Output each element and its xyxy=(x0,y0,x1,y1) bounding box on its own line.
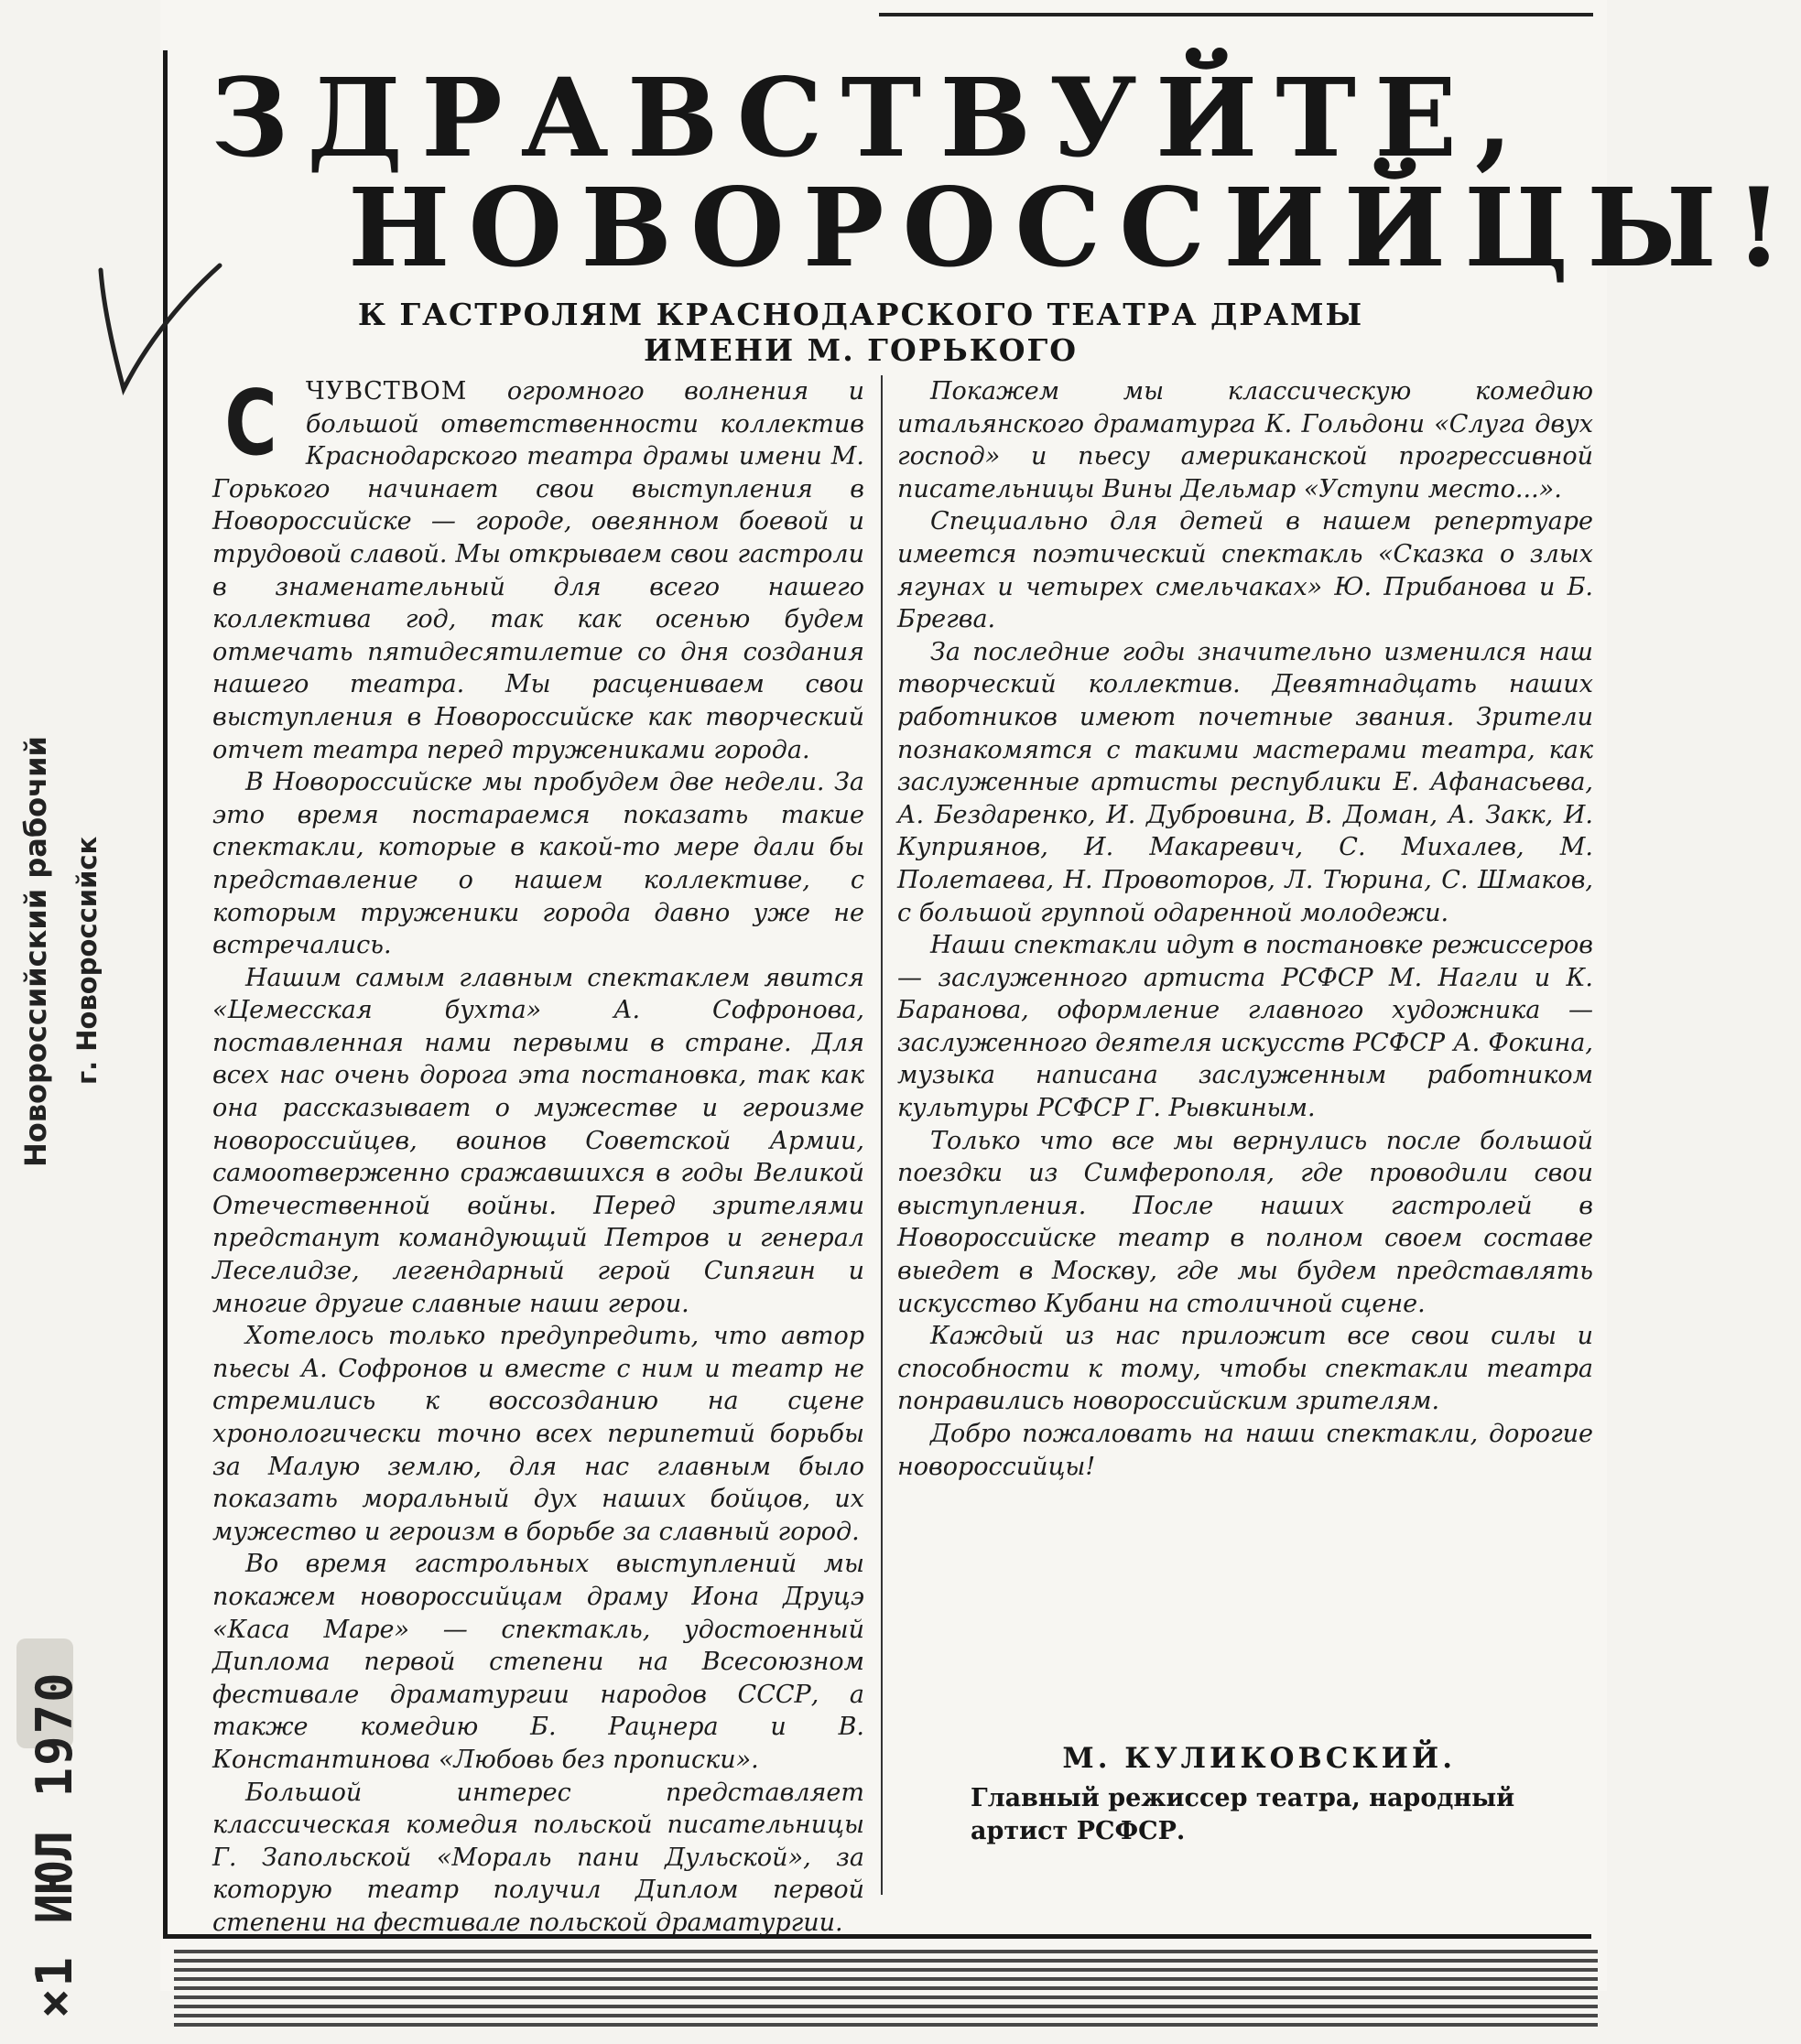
author-name: М. КУЛИКОВСКИЙ. xyxy=(1062,1742,1456,1775)
article-column-right xyxy=(897,375,1593,1483)
article-paragraph: За последние годы значительно изменился наш творческий коллектив. Девятнадцать наших работников имеют почетные звания. Зрители познакомятся с такими мастерами театра, как заслуженные артисты республики Е. Афанасьева, А. Бездаренко, И. Дубровина, В. Доман, А. Закк, И. Куприянов, И. Макаревич, С. Михалев, М. Полетаева, Н. Провоторов, Л. Тюрина, С. Шмаков, с большой группой одаренной молодежи. xyxy=(897,637,1593,927)
lead-text: огромного волнения и большой ответственности коллектив Краснодарского театра драмы имени М. Горького начинает свои выступления в Новороссийске — городе, овеянном боевой и трудовой славой. Мы открываем свои гастроли в знаменательный для всего нашего коллектива год, так как осенью будем отмечать пятидесятилетие со дня создания нашего театра. Мы расцениваем свои выступления в Новороссийске как творческий отчет театра перед тружениками города. xyxy=(212,377,864,764)
drop-cap: С xyxy=(224,372,277,476)
newspaper-name: Новороссийский рабочий xyxy=(18,736,53,1167)
article-paragraph: Нашим самым главным спектаклем явится «Цемесская бухта» А. Софронова, поставленная нами первыми в стране. Для всех нас очень дорога эта постановка, так как она рассказывает о мужестве и героизме новороссийцев, воинов Советской Армии, самоотверженно сражавшихся в годы Великой Отечественной войны. Перед зрителями предстанут командующий Петров и генерал Леселидзе, легендарный герой Сипягин и многие другие славные наши герои. xyxy=(212,963,864,1318)
headline-line-1: ЗДРАВСТВУЙТЕ, xyxy=(211,54,1532,181)
article-paragraph: Наши спектакли идут в постановке режиссеров — заслуженного артиста РСФСР М. Нагли и К. Баранова, оформление главного художника — заслуженного деятеля искусств РСФСР А. Фокина, музыка написана заслуженным работником культуры РСФСР Г. Рывкиным. xyxy=(897,931,1593,1123)
signature-block xyxy=(971,1742,1538,1848)
article-column-left xyxy=(212,372,864,1940)
date-stamp: ×1 ИЮЛ 1970 xyxy=(26,1671,83,2018)
column-divider xyxy=(881,375,883,1895)
article-paragraph: Добро пожаловать на наши спектакли, дорогие новороссийцы! xyxy=(897,1420,1593,1481)
article-paragraph: Покажем мы классическую комедию итальянского драматурга К. Гольдони «Слуга двух господ» и пьесу американской прогрессивной писательницы Вины Дельмар «Уступи место...». xyxy=(897,377,1593,503)
article-paragraph: В Новороссийске мы пробудем две недели. За это время постараемся показать такие спектакли, которые в какой-то мере дали бы представление о нашем коллективе, с которым труженики города давно уже не встречались. xyxy=(212,768,864,960)
checkmark-icon xyxy=(87,261,224,398)
article-paragraph: Специально для детей в нашем репертуаре имеется поэтический спектакль «Сказка о злых ягунах и четырех смельчаках» Ю. Прибанова и Б. Брегва. xyxy=(897,507,1593,634)
subtitle-line-2: ИМЕНИ М. ГОРЬКОГО xyxy=(643,332,1079,368)
article-paragraph: Хотелось только предупредить, что автор пьесы А. Софронов и вместе с ним и театр не стремились к воссозданию на сцене хронологически точно всех перипетий борьбы за Малую землю, для нас главным было показать моральный дух наших бойцов, их мужество и героизм в борьбе за славный город. xyxy=(212,1322,864,1546)
article-paragraph: Только что все мы вернулись после большой поездки из Симферополя, где проводили свои выступления. После наших гастролей в Новороссийске театр в полном своем составе выедет в Москву, где мы будем представлять искусство Кубани на столичной сцене. xyxy=(897,1126,1593,1318)
hatched-border xyxy=(174,1950,1598,2028)
article-paragraph: Каждый из нас приложит все свои силы и способности к тому, чтобы спектакли театра понравились новороссийским зрителям. xyxy=(897,1322,1593,1416)
top-rule xyxy=(879,13,1593,16)
article-paragraph xyxy=(212,372,864,766)
article-paragraph: Во время гастрольных выступлений мы покажем новороссийцам драму Иона Друцэ «Каса Маре» — спектакль, удостоенный Диплома первой степени на Всесоюзном фестивале драматургии народов СССР, а также комедию Б. Рацнера и В. Константинова «Любовь без прописки». xyxy=(212,1550,864,1774)
newspaper-city: г. Новороссийск xyxy=(71,836,103,1085)
author-title: Главный режиссер театра, народный артист РСФСР. xyxy=(971,1784,1515,1845)
subtitle-line-1: К ГАСТРОЛЯМ КРАСНОДАРСКОГО ТЕАТРА ДРАМЫ xyxy=(357,297,1364,332)
headline-line-2: НОВОРОССИЙЦЫ! xyxy=(348,164,1801,291)
article-paragraph: Большой интерес представляет классическая комедия польской писательницы Г. Запольской «Мораль пани Дульской», за которую театр получил Диплом первой степени на фестивале польской драматургии. xyxy=(212,1778,864,1937)
lead-word: ЧУВСТВОМ xyxy=(305,377,468,406)
